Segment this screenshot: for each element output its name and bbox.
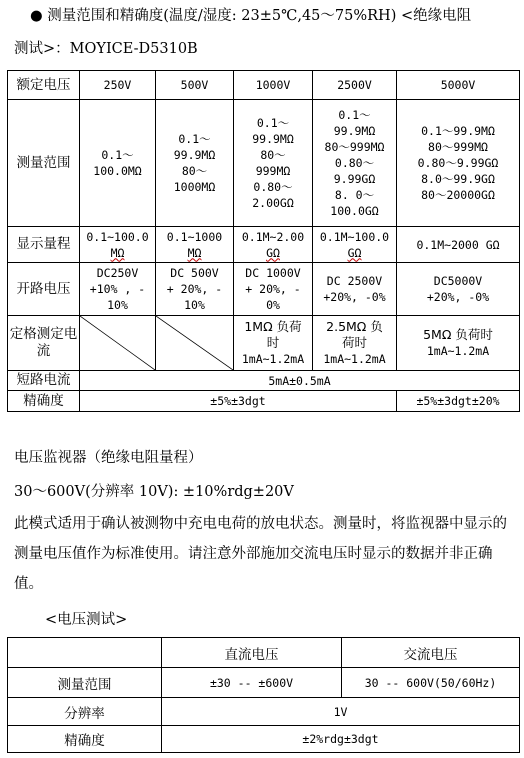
resolution-value: 1V	[162, 698, 520, 726]
row-label: 定格测定电流	[8, 316, 80, 371]
cell-line: + 20%, -	[166, 282, 223, 296]
cell-line: GΩ	[266, 245, 280, 260]
cell-line: 0.80～	[334, 156, 375, 170]
cell-line: 0.1～	[256, 116, 290, 130]
cell-line: 9.99GΩ	[333, 172, 376, 186]
row-label: 短路电流	[8, 371, 80, 391]
cell-line: MΩ	[110, 245, 125, 260]
cell-line: 99.9MΩ	[333, 124, 376, 138]
voltage-monitor-title: 电压监视器（绝缘电阻量程）	[14, 450, 203, 466]
diagonal-line	[156, 316, 233, 370]
rated-current-row	[8, 316, 520, 371]
cell-line: 1MΩ 负荷	[244, 319, 302, 334]
cell-line: +20%, -0%	[426, 290, 490, 304]
cell-line: DC5000V	[433, 274, 483, 288]
cell-line: 0.1～	[338, 108, 371, 122]
voltage-monitor-spec: 30～600V(分辨率 10V): ±10%rdg±20V	[14, 484, 294, 500]
display-cell	[234, 227, 313, 263]
spec-heading-line1	[30, 4, 471, 25]
cell-line: 荷时	[341, 335, 367, 350]
cell-line: 时	[266, 335, 280, 350]
cell-line: 10%	[184, 298, 205, 312]
range-row	[8, 100, 520, 227]
range-cell-1000v	[234, 100, 313, 227]
resolution-row	[8, 698, 520, 726]
header-cell: 2500V	[313, 71, 397, 100]
accuracy-row	[8, 726, 520, 753]
cell-line: 1mA~1.2mA	[323, 352, 386, 366]
cell-line: 1mA~1.2mA	[241, 352, 305, 366]
cell-line: 0.1～99.9MΩ	[421, 124, 495, 138]
spec-heading-text: 测量范围和精确度(温度/湿度: 23±5℃,45～75%RH) <绝缘电阻	[47, 8, 472, 24]
short-current-row	[8, 371, 520, 391]
row-label: 精确度	[8, 726, 162, 753]
cell-line: 2.5MΩ 负	[326, 319, 383, 334]
cell-line: DC250V	[96, 266, 139, 280]
cell-line: 99.9MΩ	[252, 132, 294, 146]
cell-line: 0.1~100.0	[86, 229, 149, 244]
cell-line: 100.0GΩ	[330, 204, 379, 218]
rated-cell	[234, 316, 313, 371]
cell-line: 0.1～	[101, 148, 134, 162]
range-cell-250v	[80, 100, 156, 227]
cell-line: + 20%, -	[245, 282, 301, 296]
range-cell-2500v	[313, 100, 397, 227]
accuracy-value: ±5%±3dgt	[80, 391, 397, 412]
header-cell: 250V	[80, 71, 156, 100]
header-cell: 1000V	[234, 71, 313, 100]
cell-line: 0.80～	[253, 180, 293, 194]
cell-line: 99.9MΩ	[173, 148, 216, 162]
range-row	[8, 668, 520, 698]
empty-cell	[8, 638, 162, 668]
cell-line: 0.1M~2.00	[241, 229, 305, 244]
cell-line: 0.1~1000	[166, 229, 223, 244]
diagonal-line	[80, 316, 155, 370]
cell-line: GΩ	[347, 245, 362, 260]
cell-line: 8.0～99.9GΩ	[421, 172, 495, 186]
display-cell	[80, 227, 156, 263]
rated-cell	[313, 316, 397, 371]
range-cell-5000v	[397, 100, 520, 227]
insulation-spec-table	[7, 70, 520, 412]
row-label: 开路电压	[8, 263, 80, 316]
cell-line: 8. 0～	[334, 188, 375, 202]
cell-line: 80～999MΩ	[428, 140, 488, 154]
cell-line: 0.1M~2000 GΩ	[416, 237, 500, 252]
header-row	[8, 638, 520, 668]
short-current-value: 5mA±0.5mA	[80, 371, 520, 391]
open-cell	[234, 263, 313, 316]
display-cell	[397, 227, 520, 263]
cell-line: 0.1M~100.0	[319, 229, 390, 244]
row-label: 精确度	[8, 391, 80, 412]
header-cell: 5000V	[397, 71, 520, 100]
open-cell	[313, 263, 397, 316]
cell-line: 0%	[266, 298, 280, 312]
display-cell	[313, 227, 397, 263]
cell-line: 2.00GΩ	[252, 196, 294, 210]
accuracy-value-5000v: ±5%±3dgt±20%	[397, 391, 520, 412]
header-cell: 直流电压	[162, 638, 342, 668]
cell-line: +20%, -0%	[323, 290, 386, 304]
empty-diagonal-cell	[156, 316, 234, 371]
open-cell	[397, 263, 520, 316]
open-cell	[80, 263, 156, 316]
display-row	[8, 227, 520, 263]
cell-line: 999MΩ	[255, 164, 291, 178]
empty-diagonal-cell	[80, 316, 156, 371]
header-cell: 额定电压	[8, 71, 80, 100]
cell-line: 100.0MΩ	[93, 164, 142, 178]
rated-cell	[397, 316, 520, 371]
voltage-monitor-description: 此模式适用于确认被测物中充电电荷的放电状态。测量时，将监视器中显示的测量电压值作为标准使用。请注意外部施加交流电压时显示的数据并非正确值。	[14, 516, 507, 592]
voltage-test-title: <电压测试>	[45, 612, 128, 628]
cell-line: MΩ	[187, 245, 202, 260]
cell-line: 80～20000GΩ	[421, 188, 495, 202]
row-label: 分辨率	[8, 698, 162, 726]
header-cell: 500V	[156, 71, 234, 100]
cell-line: 5MΩ 负荷时	[423, 327, 493, 342]
spec-heading-line2: 测试>：MOYICE-D5310B	[14, 41, 198, 57]
header-row	[8, 71, 520, 100]
ac-range-value: 30 -- 600V(50/60Hz)	[342, 668, 520, 698]
cell-line: 0.1～	[178, 132, 211, 146]
voltage-test-table	[7, 637, 520, 753]
cell-line: DC 1000V	[245, 266, 301, 280]
cell-line: 10%	[107, 298, 128, 312]
cell-line: 1mA~1.2mA	[426, 344, 490, 358]
cell-line: DC 2500V	[326, 274, 383, 288]
cell-line: DC 500V	[170, 266, 219, 280]
row-label: 显示量程	[8, 227, 80, 263]
range-cell-500v	[156, 100, 234, 227]
cell-line: 80～999MΩ	[324, 140, 385, 154]
header-cell: 交流电压	[342, 638, 520, 668]
accuracy-value: ±2%rdg±3dgt	[162, 726, 520, 753]
display-cell	[156, 227, 234, 263]
cell-line: 80～	[260, 148, 286, 162]
row-label: 测量范围	[8, 668, 162, 698]
row-label: 测量范围	[8, 100, 80, 227]
dc-range-value: ±30 -- ±600V	[162, 668, 342, 698]
cell-line: 1000MΩ	[173, 180, 216, 194]
open-cell	[156, 263, 234, 316]
cell-line: +10% , -	[89, 282, 146, 296]
open-voltage-row	[8, 263, 520, 316]
cell-line: 0.80～9.99GΩ	[417, 156, 499, 170]
cell-line: 80～	[181, 164, 208, 178]
bullet: ●	[30, 8, 43, 24]
accuracy-row	[8, 391, 520, 412]
